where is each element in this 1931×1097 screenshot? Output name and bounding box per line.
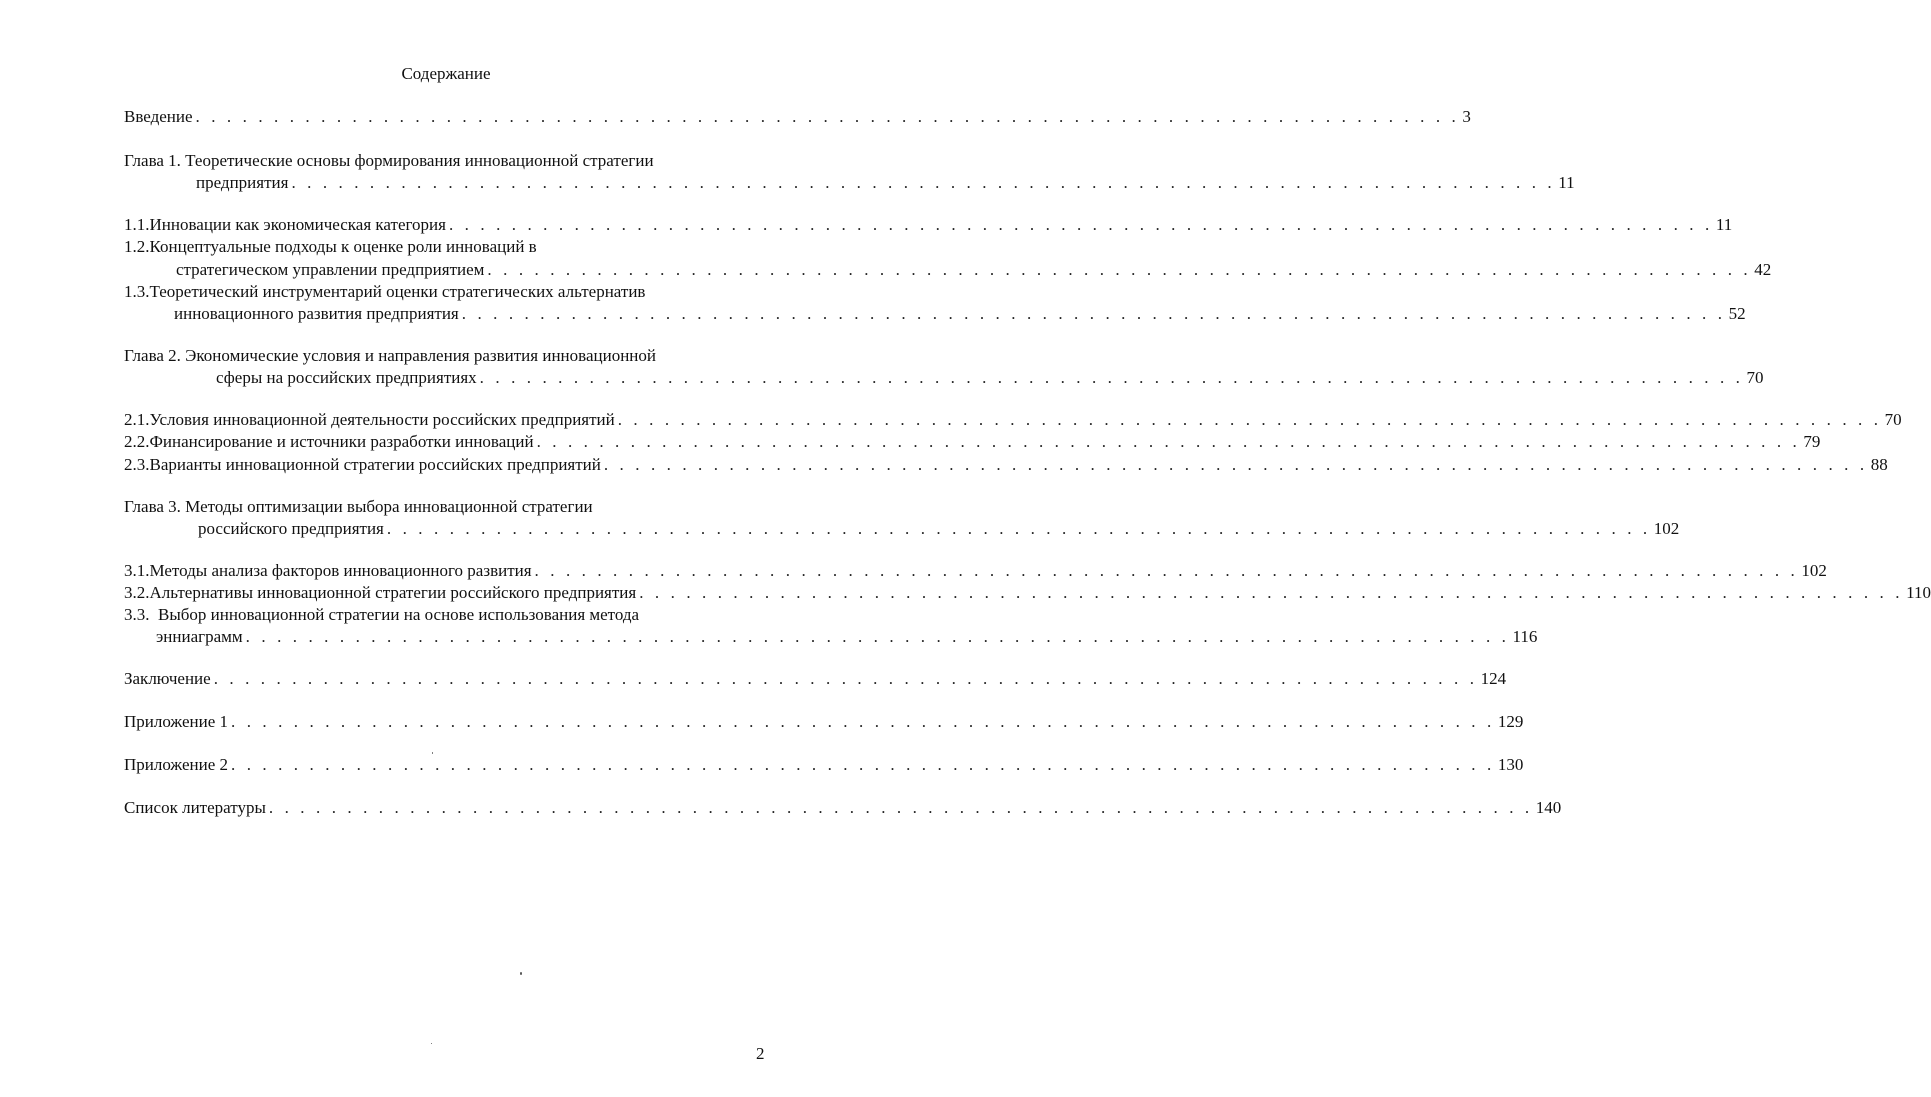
toc-entry-text: Список литературы [124, 798, 266, 817]
toc-entry-text: Финансирование и источники разработки инноваций [149, 432, 534, 451]
section-number: 3.2. [124, 583, 150, 602]
toc-entry-3-3 [124, 605, 639, 625]
leader-dots: . . . . . . . . . . . . . . . . . . . . . . . . . . . . . . . . . . . . . . . . . . . . . . . . . . . . . . . . . . . . . . . . . . . . . . . . . . . . . . . . . [245, 627, 1510, 646]
chapter-1-heading: Глава 1. Теоретические основы формирования инновационной стратегии [124, 151, 654, 170]
toc-entry-page: 70 [1746, 368, 1764, 387]
toc-entry-1-2-cont [176, 260, 1772, 280]
toc-entry-page: 79 [1803, 432, 1821, 451]
toc-entry-conclusion [124, 669, 1507, 689]
toc-entry-page: 124 [1480, 669, 1507, 688]
section-number: 2.3. [124, 455, 150, 474]
leader-dots: . . . . . . . . . . . . . . . . . . . . . . . . . . . . . . . . . . . . . . . . . . . . . . . . . . . . . . . . . . . . . . . . . . . . . . . . . . . . . . . . . [213, 669, 1478, 688]
toc-entry-page: 102 [1653, 519, 1680, 538]
leader-dots: . . . . . . . . . . . . . . . . . . . . . . . . . . . . . . . . . . . . . . . . . . . . . . . . . . . . . . . . . . . . . . . . . . . . . . . . . . . . . . . . . [487, 260, 1752, 279]
chapter-2-heading: Глава 2. Экономические условия и направления развития инновационной [124, 346, 656, 365]
toc-entry-text: Методы анализа факторов инновационного развития [149, 561, 532, 580]
toc-entry-3-1 [124, 561, 1827, 581]
leader-dots: . . . . . . . . . . . . . . . . . . . . . . . . . . . . . . . . . . . . . . . . . . . . . . . . . . . . . . . . . . . . . . . . . . . . . . . . . . . . . . . . . [268, 798, 1533, 817]
toc-entry-appendix-1 [124, 712, 1524, 732]
toc-entry-page: 140 [1535, 798, 1562, 817]
leader-dots: . . . . . . . . . . . . . . . . . . . . . . . . . . . . . . . . . . . . . . . . . . . . . . . . . . . . . . . . . . . . . . . . . . . . . . . . . . . . . . . . . [386, 519, 1651, 538]
toc-entry-page: 11 [1558, 173, 1575, 192]
leader-dots: . . . . . . . . . . . . . . . . . . . . . . . . . . . . . . . . . . . . . . . . . . . . . . . . . . . . . . . . . . . . . . . . . . . . . . . . . . . . . . . . . [534, 561, 1799, 580]
toc-entry-page: 110 [1906, 583, 1931, 602]
leader-dots: . . . . . . . . . . . . . . . . . . . . . . . . . . . . . . . . . . . . . . . . . . . . . . . . . . . . . . . . . . . . . . . . . . . . . . . . . . . . . . . . . [461, 304, 1726, 323]
toc-entry-1-1 [124, 215, 1733, 235]
toc-entry-text: Условия инновационной деятельности российских предприятий [149, 410, 615, 429]
leader-dots: . . . . . . . . . . . . . . . . . . . . . . . . . . . . . . . . . . . . . . . . . . . . . . . . . . . . . . . . . . . . . . . . . . . . . . . . . . . . . . . . . [291, 173, 1556, 192]
toc-entry-text: стратегическом управлении предприятием [176, 260, 485, 279]
toc-entry-text: Инновации как экономическая категория [149, 215, 446, 234]
toc-entry-text: Концептуальные подходы к оценке роли инноваций в [149, 237, 537, 256]
page-number: 2 [756, 1044, 765, 1063]
section-number: 1.2. [124, 237, 150, 256]
toc-entry-text: российского предприятия [198, 519, 384, 538]
toc-entry-references [124, 798, 1562, 818]
scan-speck [432, 752, 433, 754]
toc-entry-text: Заключение [124, 669, 211, 688]
chapter-1-heading-cont [196, 173, 1575, 193]
toc-entry-page: 130 [1497, 755, 1524, 774]
toc-entry-text: энниаграмм [156, 627, 243, 646]
toc-entry-2-2 [124, 432, 1821, 452]
leader-dots: . . . . . . . . . . . . . . . . . . . . . . . . . . . . . . . . . . . . . . . . . . . . . . . . . . . . . . . . . . . . . . . . . . . . . . . . . . . . . . . . . [617, 410, 1882, 429]
toc-entry-page: 116 [1512, 627, 1538, 646]
toc-entry-appendix-2 [124, 755, 1524, 775]
toc-entry-text: предприятия [196, 173, 289, 192]
toc-entry-text: Выбор инновационной стратегии на основе использования метода [158, 605, 640, 624]
leader-dots: . . . . . . . . . . . . . . . . . . . . . . . . . . . . . . . . . . . . . . . . . . . . . . . . . . . . . . . . . . . . . . . . . . . . . . . . . . . . . . . . . [195, 107, 1460, 126]
toc-entry-page: 102 [1801, 561, 1827, 580]
page-title: Содержание [401, 64, 491, 83]
scan-speck [431, 1043, 432, 1044]
toc-entry-text: Приложение 2 [124, 755, 228, 774]
toc-entry-1-3-cont [174, 304, 1746, 324]
toc-entry-text: сферы на российских предприятиях [216, 368, 477, 387]
toc-entry-3-3-cont [156, 627, 1538, 647]
chapter-3-heading-cont [198, 519, 1680, 539]
toc-entry-page: 42 [1754, 260, 1772, 279]
chapter-2-heading-cont [216, 368, 1764, 388]
toc-entry-1-2 [124, 237, 537, 257]
leader-dots: . . . . . . . . . . . . . . . . . . . . . . . . . . . . . . . . . . . . . . . . . . . . . . . . . . . . . . . . . . . . . . . . . . . . . . . . . . . . . . . . . [639, 583, 1904, 602]
leader-dots: . . . . . . . . . . . . . . . . . . . . . . . . . . . . . . . . . . . . . . . . . . . . . . . . . . . . . . . . . . . . . . . . . . . . . . . . . . . . . . . . . [536, 432, 1801, 451]
leader-dots: . . . . . . . . . . . . . . . . . . . . . . . . . . . . . . . . . . . . . . . . . . . . . . . . . . . . . . . . . . . . . . . . . . . . . . . . . . . . . . . . . [448, 215, 1713, 234]
chapter-3-heading: Глава 3. Методы оптимизации выбора инновационной стратегии [124, 497, 593, 516]
section-number: 2.1. [124, 410, 150, 429]
section-number: 3.3. [124, 605, 150, 624]
section-number: 2.2. [124, 432, 150, 451]
toc-entry-page: 88 [1870, 455, 1888, 474]
toc-entry-text: Варианты инновационной стратегии российских предприятий [149, 455, 601, 474]
section-number: 1.3. [124, 282, 150, 301]
toc-entry-intro [124, 107, 1471, 127]
scan-speck [520, 972, 522, 975]
toc-entry-page: 70 [1884, 410, 1902, 429]
toc-entry-2-1 [124, 410, 1902, 430]
toc-entry-page: 129 [1497, 712, 1524, 731]
leader-dots: . . . . . . . . . . . . . . . . . . . . . . . . . . . . . . . . . . . . . . . . . . . . . . . . . . . . . . . . . . . . . . . . . . . . . . . . . . . . . . . . . [603, 455, 1868, 474]
section-number: 1.1. [124, 215, 150, 234]
leader-dots: . . . . . . . . . . . . . . . . . . . . . . . . . . . . . . . . . . . . . . . . . . . . . . . . . . . . . . . . . . . . . . . . . . . . . . . . . . . . . . . . . [231, 712, 1495, 731]
toc-entry-text: Альтернативы инновационной стратегии российского предприятия [149, 583, 637, 602]
leader-dots: . . . . . . . . . . . . . . . . . . . . . . . . . . . . . . . . . . . . . . . . . . . . . . . . . . . . . . . . . . . . . . . . . . . . . . . . . . . . . . . . . [479, 368, 1744, 387]
toc-entry-text: Теоретический инструментарий оценки стратегических альтернатив [149, 282, 646, 301]
toc-entry-1-3 [124, 282, 645, 302]
section-number: 3.1. [124, 561, 150, 580]
toc-entry-page: 11 [1715, 215, 1733, 234]
toc-entry-text: инновационного развития предприятия [174, 304, 459, 323]
toc-entry-2-3 [124, 455, 1888, 475]
toc-entry-page: 52 [1728, 304, 1746, 323]
toc-entry-3-2 [124, 583, 1931, 603]
toc-entry-text: Приложение 1 [124, 712, 228, 731]
toc-entry-page: 3 [1462, 107, 1471, 126]
leader-dots: . . . . . . . . . . . . . . . . . . . . . . . . . . . . . . . . . . . . . . . . . . . . . . . . . . . . . . . . . . . . . . . . . . . . . . . . . . . . . . . . . [231, 755, 1495, 774]
toc-entry-text: Введение [124, 107, 193, 126]
